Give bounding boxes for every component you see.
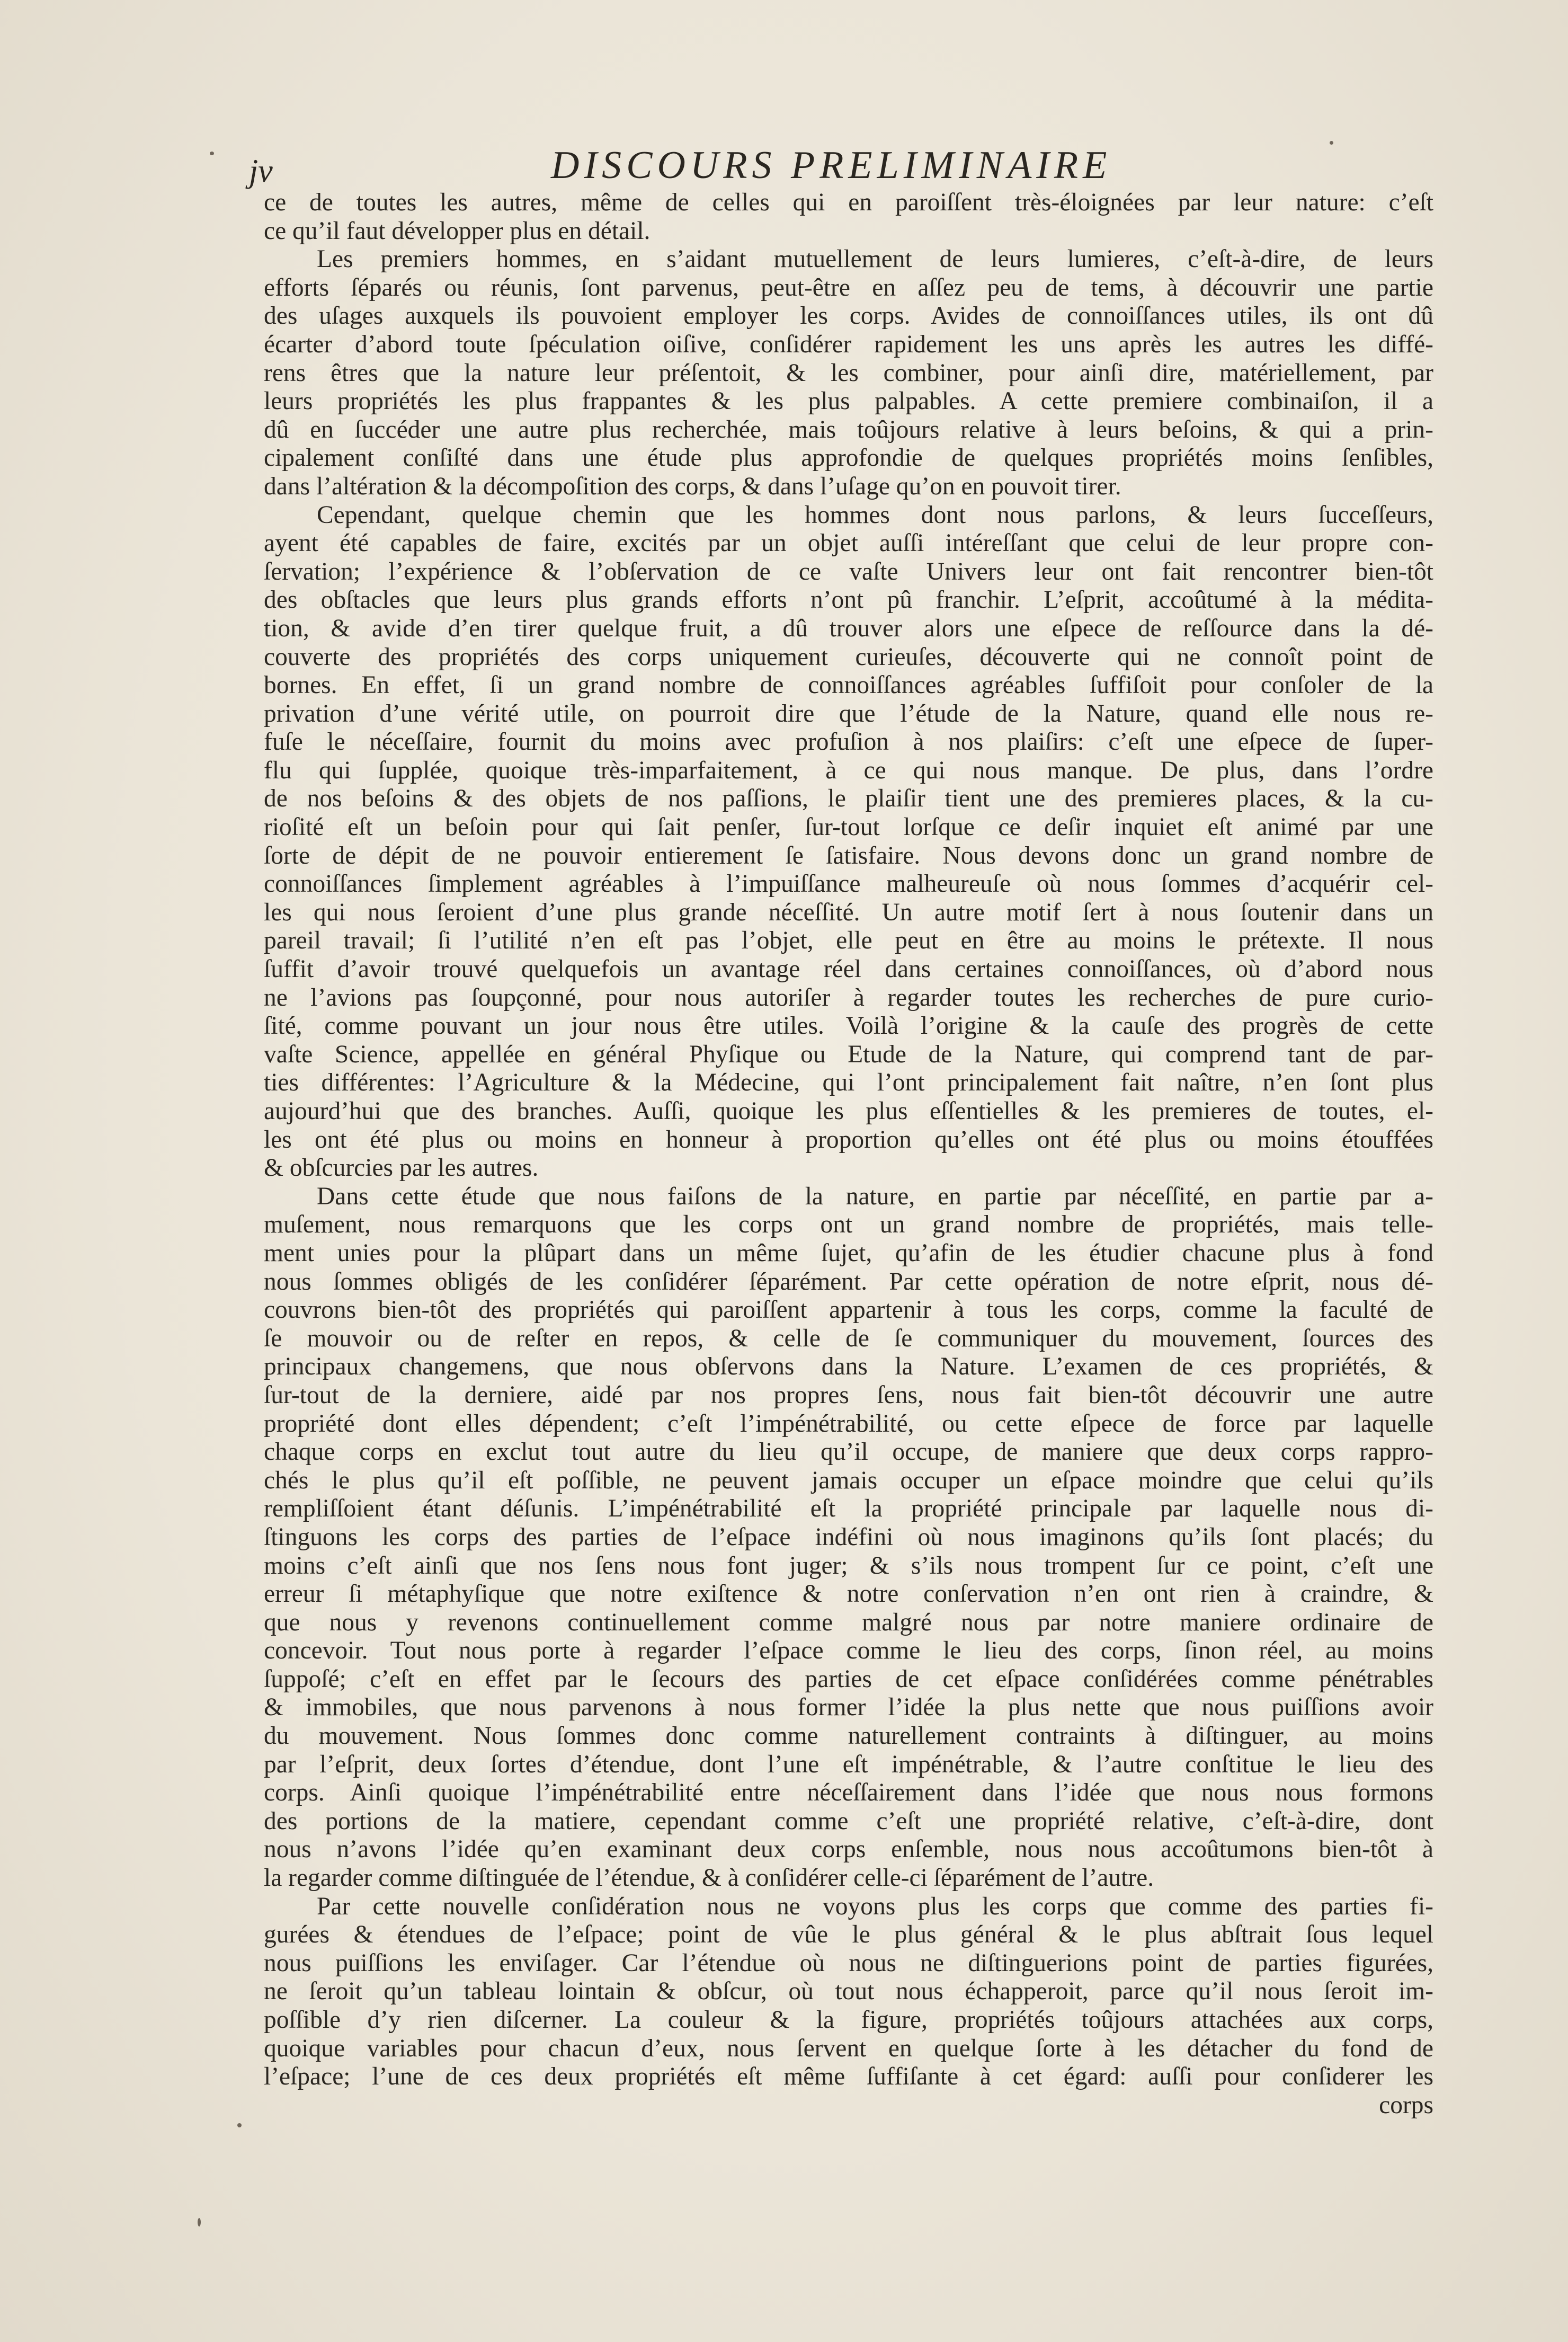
text-line: par l’eſprit, deux ſortes d’étendue, dont l’une eſt impénétrable, & l’autre conſtitue le lieu des xyxy=(264,1750,1433,1778)
text-line: tion, & avide d’en tirer quelque fruit, a dû trouver alors une eſpece de reſſource dans la dé- xyxy=(264,614,1433,642)
text-line: écarter d’abord toute ſpéculation oiſive, conſidérer rapidement les uns après les autres les diffé- xyxy=(264,330,1433,358)
text-line: nous puiſſions les enviſager. Car l’étendue où nous ne diſtinguerions point de parties figurées, xyxy=(264,1949,1433,1977)
text-line: ce qu’il faut développer plus en détail. xyxy=(264,217,651,245)
text-line: nous ſommes obligés de les conſidérer ſéparément. Par cette opération de notre eſprit, nous dé- xyxy=(264,1267,1433,1296)
page-number: jv xyxy=(249,153,273,189)
text-line: ſe mouvoir ou de reſter en repos, & celle de ſe communiquer du mouvement, ſources des xyxy=(264,1324,1433,1352)
text-line: bornes. En effet, ſi un grand nombre de connoiſſances agréables ſuffiſoit pour conſoler de la xyxy=(264,671,1433,699)
text-line: poſſible d’y rien diſcerner. La couleur & la figure, propriétés toûjours attachées aux corps, xyxy=(264,2006,1433,2034)
text-line: corps. Ainſi quoique l’impénétrabilité entre néceſſairement dans l’idée que nous nous formons xyxy=(264,1779,1433,1807)
text-line: couverte des propriétés des corps uniquement curieuſes, découverte qui ne connoît point de xyxy=(264,643,1433,671)
text-line: ſorte de dépit de ne pouvoir entierement ſe ſatisfaire. Nous devons donc un grand nombre de xyxy=(264,841,1433,870)
text-line: gurées & étendues de l’eſpace; point de vûe le plus général & le plus abſtrait ſous lequel xyxy=(264,1921,1433,1949)
text-line: Dans cette étude que nous faiſons de la nature, en partie par néceſſité, en partie par a- xyxy=(317,1182,1433,1210)
text-line: les ont été plus ou moins en honneur à proportion qu’elles ont été plus ou moins étouffées xyxy=(264,1125,1433,1154)
text-line: que nous y revenons continuellement comme malgré nous par notre maniere ordinaire de xyxy=(264,1608,1433,1636)
text-line: & obſcurcies par les autres. xyxy=(264,1154,539,1182)
text-line: ſtinguons les corps des parties de l’eſpace indéfini où nous imaginons qu’ils ſont placés; du xyxy=(264,1523,1433,1551)
ink-speck xyxy=(210,152,214,155)
text-line: ſervation; l’expérience & l’obſervation de ce vaſte Univers leur ont fait rencontrer bien-tôt xyxy=(264,557,1433,586)
text-line: cipalement conſiſté dans une étude plus approfondie de quelques propriétés moins ſenſibles, xyxy=(264,444,1433,472)
text-line: erreur ſi métaphyſique que notre exiſtence & notre conſervation n’en ont rien à craindre, & xyxy=(264,1580,1433,1608)
text-line: rens êtres que la nature leur préſentoit, & les combiner, pour ainſi dire, matériellement, par xyxy=(264,359,1433,387)
text-line: Cependant, quelque chemin que les hommes dont nous parlons, & leurs ſucceſſeurs, xyxy=(317,501,1433,529)
text-line: quoique variables pour chacun d’eux, nous ſervent en quelque ſorte à les détacher du fond de xyxy=(264,2034,1433,2062)
text-line: couvrons bien-tôt des propriétés qui paroiſſent appartenir à tous les corps, comme la faculté de xyxy=(264,1296,1433,1324)
text-line: des uſages auxquels ils pouvoient employer les corps. Avides de connoiſſances utiles, ils ont dû xyxy=(264,302,1433,330)
text-line: connoiſſances ſimplement agréables à l’impuiſſance malheureuſe où nous ſommes d’acquérir cel- xyxy=(264,870,1433,898)
text-line: principaux changemens, que nous obſervons dans la Nature. L’examen de ces propriétés, & xyxy=(264,1353,1433,1381)
text-line: flu qui ſupplée, quoique très-imparfaitement, à ce qui nous manque. De plus, dans l’ordre xyxy=(264,756,1433,784)
ink-speck xyxy=(198,2218,201,2226)
ink-speck xyxy=(1330,141,1333,145)
text-line: ties différentes: l’Agriculture & la Médecine, qui l’ont principalement fait naître, n’en ſont plus xyxy=(264,1069,1433,1097)
text-line: Les premiers hommes, en s’aidant mutuellement de leurs lumieres, c’eſt-à-dire, de leurs xyxy=(317,245,1433,273)
text-line: aujourd’hui que des branches. Auſſi, quoique les plus eſſentielles & les premieres de toutes, el- xyxy=(264,1097,1433,1125)
text-line: ment unies pour la plûpart dans un même ſujet, qu’afin de les étudier chacune plus à fond xyxy=(264,1239,1433,1267)
text-line: rempliſſoient étant déſunis. L’impénétrabilité eſt la propriété principale par laquelle nous di- xyxy=(264,1495,1433,1523)
text-line: efforts ſéparés ou réunis, ſont parvenus, peut-être en aſſez peu de tems, à découvrir une partie xyxy=(264,273,1433,301)
text-line: du mouvement. Nous ſommes donc comme naturellement contraints à diſtinguer, au moins xyxy=(264,1722,1433,1750)
text-line: de nos beſoins & des objets de nos paſſions, le plaiſir tient une des premieres places, & la cu- xyxy=(264,785,1433,813)
text-line: des portions de la matiere, cependant comme c’eſt une propriété relative, c’eſt-à-dire, dont xyxy=(264,1807,1433,1835)
ink-speck xyxy=(237,2123,242,2127)
text-line: concevoir. Tout nous porte à regarder l’eſpace comme le lieu des corps, ſinon réel, au moins xyxy=(264,1637,1433,1665)
text-line: ſuppoſé; c’eſt en effet par le ſecours des parties de cet eſpace conſidérées comme pénétrables xyxy=(264,1665,1433,1693)
text-line: propriété dont elles dépendent; c’eſt l’impénétrabilité, ou cette eſpece de force par laquelle xyxy=(264,1409,1433,1438)
text-line: muſement, nous remarquons que les corps ont un grand nombre de propriétés, mais telle- xyxy=(264,1211,1433,1239)
text-line: ce de toutes les autres, même de celles qui en paroiſſent très-éloignées par leur nature: c’eſt xyxy=(264,189,1433,216)
text-line: ſité, comme pouvant un jour nous être utiles. Voilà l’origine & la cauſe des progrès de cette xyxy=(264,1012,1433,1040)
text-line: dû en ſuccéder une autre plus recherchée, mais toûjours relative à leurs beſoins, & qui a prin- xyxy=(264,415,1433,443)
text-line: ne ſeroit qu’un tableau lointain & obſcur, où tout nous échapperoit, parce qu’il nous ſeroit im- xyxy=(264,1977,1433,2006)
text-line: chés le plus qu’il eſt poſſible, ne peuvent jamais occuper un eſpace moindre que celui qu’ils xyxy=(264,1466,1433,1494)
text-line: moins c’eſt ainſi que nos ſens nous font juger; & s’ils nous trompent ſur ce point, c’eſt une xyxy=(264,1551,1433,1580)
text-line: Par cette nouvelle conſidération nous ne voyons plus les corps que comme des parties fi- xyxy=(317,1892,1433,1920)
text-line: chaque corps en exclut tout autre du lieu qu’il occupe, de maniere que deux corps rappro- xyxy=(264,1438,1433,1466)
running-head: DISCOURS PRELIMINAIRE xyxy=(551,144,1112,187)
text-line: corps xyxy=(1379,2091,1433,2119)
text-line: ſur-tout de la derniere, aidé par nos propres ſens, nous fait bien-tôt découvrir une autre xyxy=(264,1381,1433,1409)
page-header xyxy=(249,143,1436,196)
text-line: leurs propriétés les plus frappantes & les plus palpables. A cette premiere combinaiſon, il a xyxy=(264,387,1433,415)
text-line: ne l’avions pas ſoupçonné, pour nous autoriſer à regarder toutes les recherches de pure curio- xyxy=(264,983,1433,1012)
text-line: la regarder comme diſtinguée de l’étendue, & à conſidérer celle-ci ſéparément de l’autre. xyxy=(264,1864,1154,1892)
text-line: & immobiles, que nous parvenons à nous former l’idée la plus nette que nous puiſſions avoir xyxy=(264,1693,1433,1722)
text-line: privation d’une vérité utile, on pourroit dire que l’étude de la Nature, quand elle nous re- xyxy=(264,699,1433,728)
text-line: les qui nous ſeroient d’une plus grande néceſſité. Un autre motif ſert à nous ſoutenir dans un xyxy=(264,898,1433,926)
text-line: des obſtacles que leurs plus grands efforts n’ont pû franchir. L’eſprit, accoûtumé à la médita- xyxy=(264,586,1433,614)
text-line: rioſité eſt un beſoin pour qui ſait penſer, ſur-tout lorſque ce deſir inquiet eſt animé par une xyxy=(264,813,1433,841)
text-line: pareil travail; ſi l’utilité n’en eſt pas l’objet, elle peut en être au moins le prétexte. Il nous xyxy=(264,927,1433,955)
text-line: l’eſpace; l’une de ces deux propriétés eſt même ſuffiſante à cet égard: auſſi pour conſiderer les xyxy=(264,2063,1433,2091)
text-line: ſuffit d’avoir trouvé quelquefois un avantage réel dans certaines connoiſſances, où d’abord nous xyxy=(264,955,1433,983)
text-line: ayent été capables de faire, excités par un objet auſſi intéreſſant que celui de leur propre con- xyxy=(264,529,1433,557)
text-line: dans l’altération & la décompoſition des corps, & dans l’uſage qu’on en pouvoit tirer. xyxy=(264,472,1121,500)
text-line: vaſte Science, appellée en général Phyſique ou Etude de la Nature, qui comprend tant de par- xyxy=(264,1040,1433,1068)
text-line: nous n’avons l’idée qu’en examinant deux corps enſemble, nous nous accoûtumons bien-tôt à xyxy=(264,1835,1433,1864)
text-line: fuſe le néceſſaire, fournit du moins avec profuſion à nos plaiſirs: c’eſt une eſpece de ſuper- xyxy=(264,728,1433,756)
body-text xyxy=(264,189,1433,2119)
